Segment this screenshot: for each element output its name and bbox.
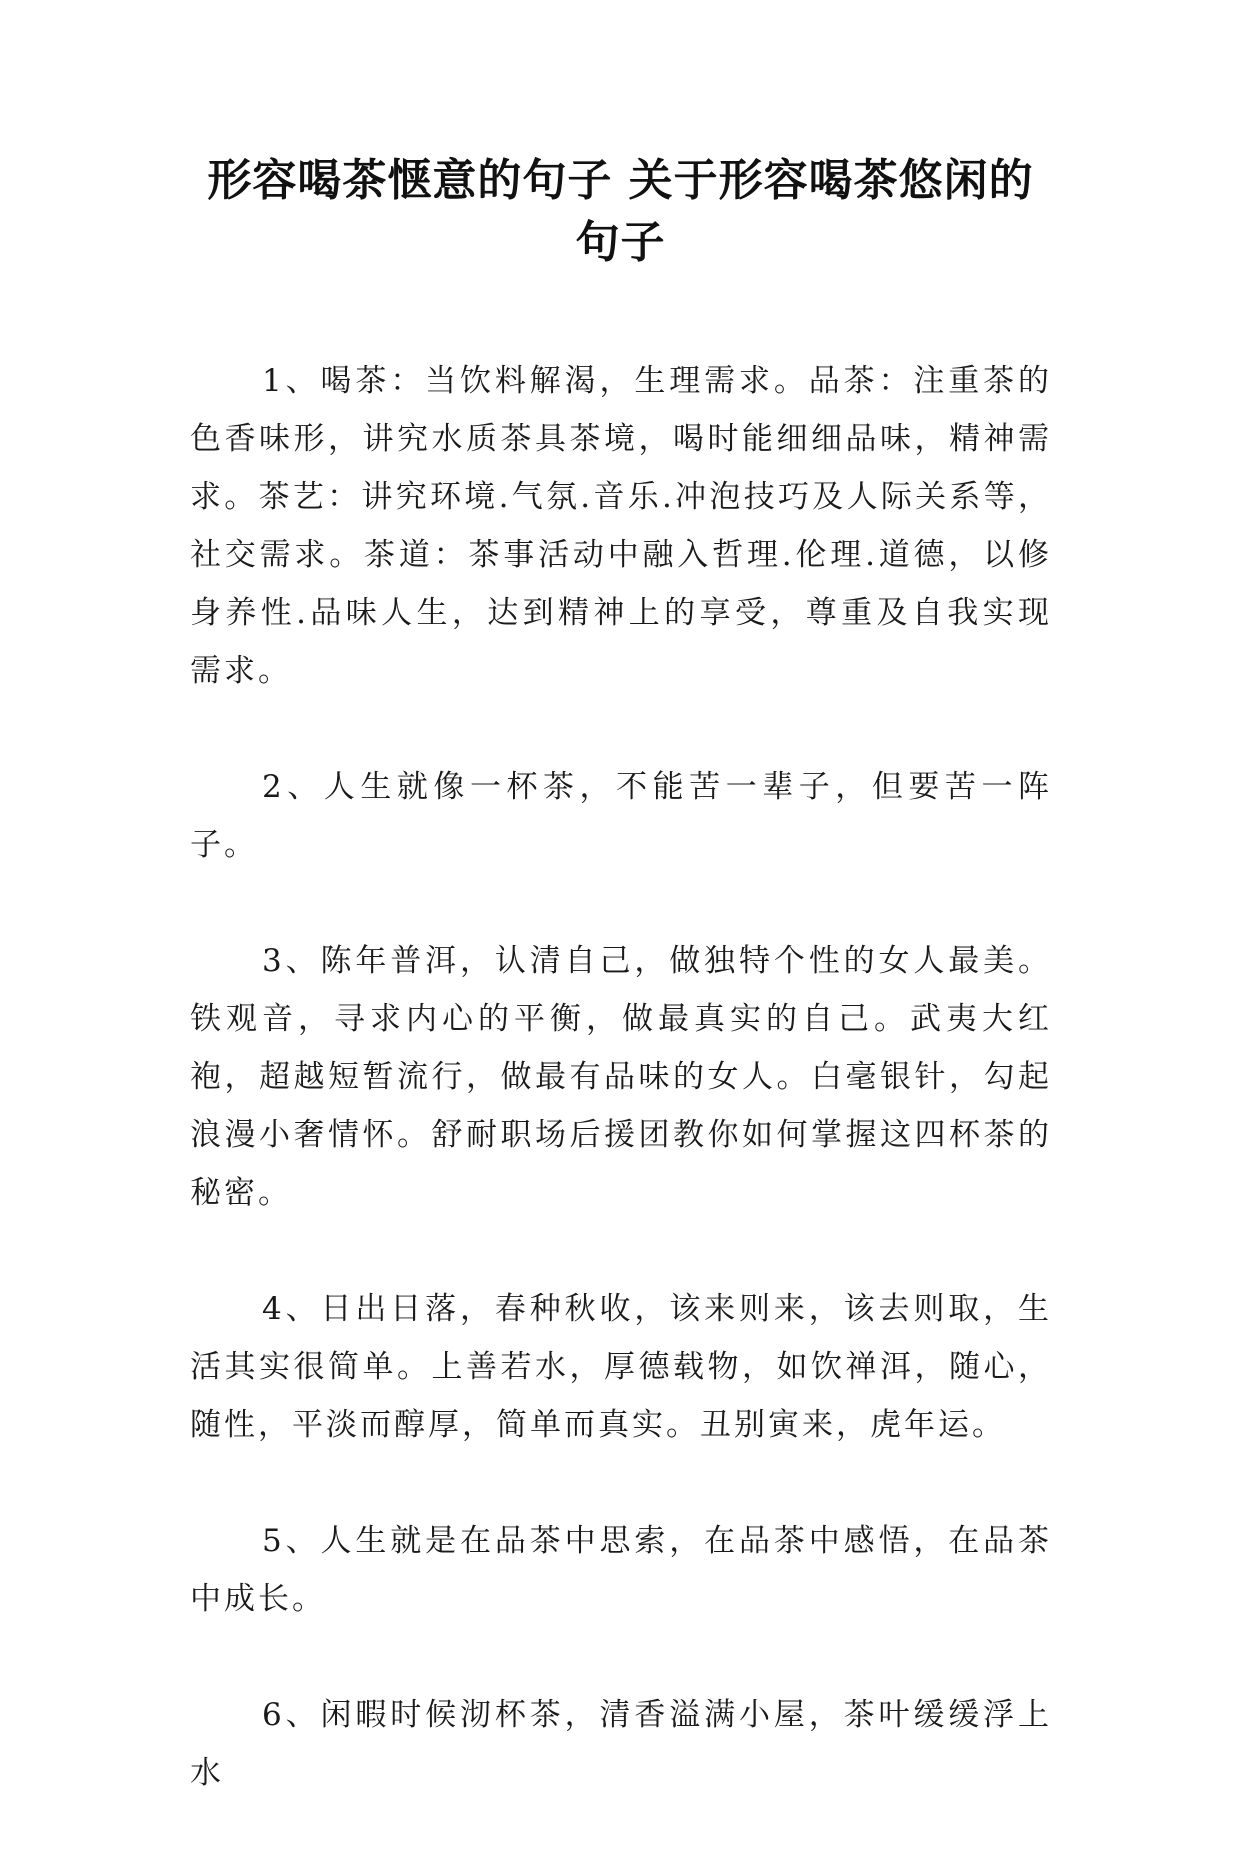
document-body <box>190 352 1052 1860</box>
paragraph-6: 6、闲暇时候沏杯茶，清香溢满小屋，茶叶缓缓浮上水 <box>190 1697 1052 1791</box>
paragraph-1: 1、喝茶：当饮料解渴，生理需求。品茶：注重茶的色香味形，讲究水质茶具茶境，喝时能细细品味，精神需求。茶艺：讲究环境.气氛.音乐.冲泡技巧及人际关系等，社交需求。茶道：茶事活动中融入哲理.伦理.道德，以修身养性.品味人生，达到精神上的享受，尊重及自我实现需求。 <box>190 363 1052 689</box>
paragraph-2: 2、人生就像一杯茶，不能苦一辈子，但要苦一阵子。 <box>190 769 1052 863</box>
document-title: 形容喝茶惬意的句子 关于形容喝茶悠闲的句子 <box>207 155 1034 268</box>
paragraph-5: 5、人生就是在品茶中思索，在品茶中感悟，在品茶中成长。 <box>190 1523 1052 1617</box>
paragraph-3: 3、陈年普洱，认清自己，做独特个性的女人最美。铁观音，寻求内心的平衡，做最真实的自己。武夷大红袍，超越短暂流行，做最有品味的女人。白毫银针，勾起浪漫小奢情怀。舒耐职场后援团教你如何掌握这四杯茶的秘密。 <box>190 943 1052 1211</box>
paragraph-4: 4、日出日落，春种秋收，该来则来，该去则取，生活其实很简单。上善若水，厚德载物，如饮禅洱，随心，随性，平淡而醇厚，简单而真实。丑别寅来，虎年运。 <box>190 1291 1052 1443</box>
